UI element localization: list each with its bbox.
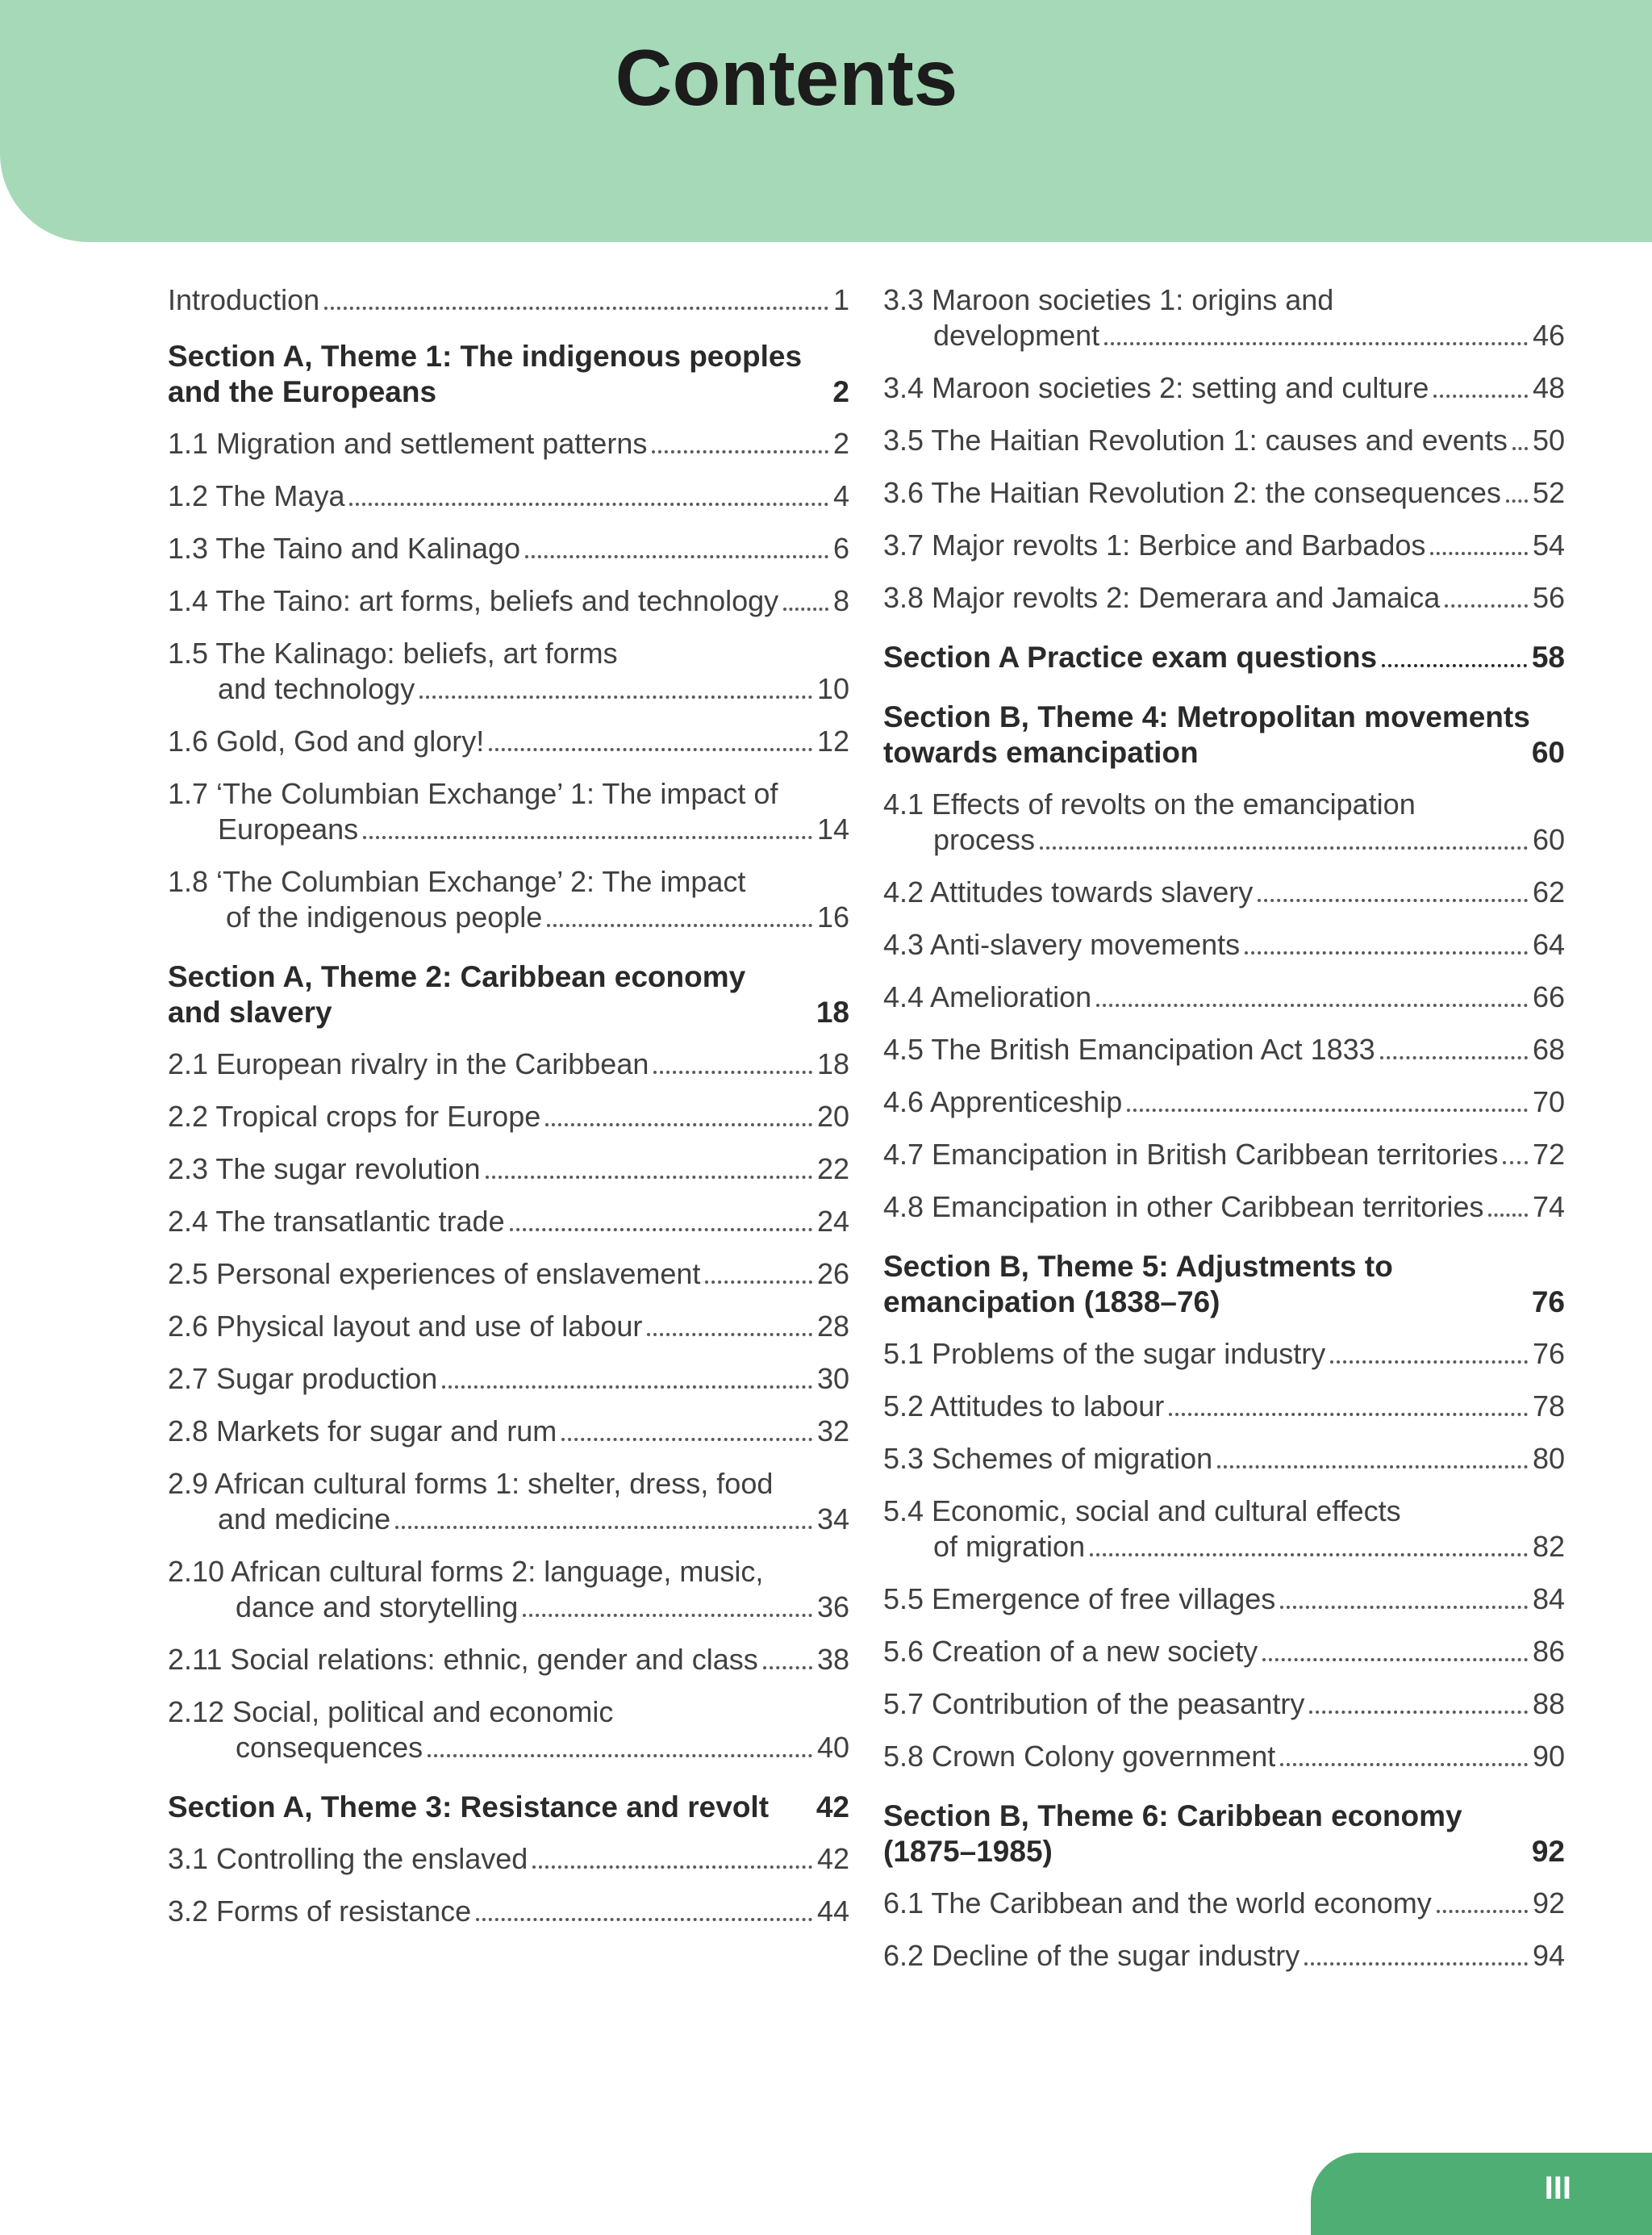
leader-dots (652, 450, 828, 453)
entry-page: 54 (1532, 528, 1565, 562)
entry-page: 14 (816, 813, 849, 846)
entry-page: 16 (816, 900, 849, 934)
leader-dots (489, 748, 812, 751)
toc-entry[interactable] (168, 1894, 849, 1929)
section-page: 92 (1531, 1835, 1565, 1868)
toc-entry[interactable] (168, 531, 849, 566)
entry-page: 20 (816, 1100, 849, 1133)
entry-page: 94 (1532, 1939, 1565, 1972)
leader-dots (476, 1918, 812, 1921)
leader-dots (1503, 1161, 1528, 1164)
entry-title-line2: consequences (236, 1731, 423, 1764)
entry-page: 38 (816, 1643, 849, 1676)
entry-title-line1: 1.7 ‘The Columbian Exchange’ 1: The impact of (168, 777, 778, 810)
section-page: 2 (832, 375, 849, 408)
section-heading[interactable] (883, 640, 1565, 675)
section-title-line2: and slavery (168, 996, 332, 1029)
leader-dots (525, 555, 828, 558)
entry-page: 32 (816, 1414, 849, 1448)
toc-entry[interactable] (168, 636, 849, 707)
entry-title: 2.6 Physical layout and use of labour (168, 1310, 643, 1343)
leader-dots (763, 1666, 812, 1669)
entry-page: 48 (1532, 371, 1565, 404)
leader-dots (1512, 447, 1528, 450)
entry-page: 62 (1532, 875, 1565, 909)
toc-entry[interactable] (883, 528, 1565, 563)
leader-dots (523, 1614, 812, 1617)
toc-entry[interactable] (883, 1441, 1565, 1477)
leader-dots (1262, 1658, 1528, 1661)
section-page: 58 (1531, 641, 1565, 674)
entry-title: 4.4 Amelioration (883, 980, 1092, 1013)
entry-title: Introduction (168, 283, 320, 316)
toc-entry[interactable] (168, 478, 849, 514)
section-title: Section A Practice exam questions (883, 641, 1378, 674)
entry-page: 90 (1532, 1740, 1565, 1773)
entry-page: 78 (1532, 1389, 1565, 1422)
entry-page: 36 (816, 1590, 849, 1623)
toc-entry[interactable] (883, 1634, 1565, 1669)
leader-dots (1104, 342, 1528, 345)
toc-entry[interactable] (168, 1309, 849, 1344)
entry-page: 74 (1532, 1190, 1565, 1223)
entry-title-line2: dance and storytelling (236, 1590, 519, 1623)
toc-entry[interactable] (168, 1466, 849, 1537)
entry-title: 2.8 Markets for sugar and rum (168, 1414, 557, 1448)
entry-page: 60 (1532, 823, 1565, 856)
toc-entry[interactable] (883, 1189, 1565, 1225)
leader-dots (1380, 1056, 1528, 1059)
entry-page: 44 (816, 1895, 849, 1928)
section-heading[interactable] (883, 1249, 1565, 1320)
entry-title-line1: 2.9 African cultural forms 1: shelter, dress, food (168, 1467, 774, 1500)
section-title-line1: Section B, Theme 4: Metropolitan movements (883, 700, 1530, 733)
toc-entry[interactable] (883, 475, 1565, 511)
leader-dots (1245, 951, 1528, 955)
toc-entry[interactable] (168, 724, 849, 759)
toc-entry[interactable] (168, 1361, 849, 1397)
leader-dots (442, 1385, 812, 1389)
toc-entry[interactable] (883, 787, 1565, 858)
entry-title: 1.1 Migration and settlement patterns (168, 427, 648, 460)
toc-entry[interactable] (883, 927, 1565, 963)
toc-entry[interactable] (168, 1841, 849, 1877)
entry-title: 3.6 The Haitian Revolution 2: the consequences (883, 476, 1501, 509)
entry-page: 18 (816, 1047, 849, 1080)
entry-page: 88 (1532, 1687, 1565, 1720)
entry-title: 4.7 Emancipation in British Caribbean territories (883, 1138, 1499, 1171)
entry-page: 8 (832, 584, 849, 617)
leader-dots (545, 1123, 812, 1126)
section-page: 60 (1531, 736, 1565, 769)
leader-dots (1309, 1711, 1528, 1714)
leader-dots (1169, 1413, 1528, 1416)
leader-dots (1304, 1962, 1528, 1966)
entry-title: 4.8 Emancipation in other Caribbean territories (883, 1190, 1484, 1223)
entry-title-line1: 3.3 Maroon societies 1: origins and (883, 283, 1334, 316)
leader-dots (1096, 1004, 1528, 1007)
entry-title: 6.1 The Caribbean and the world economy (883, 1886, 1432, 1920)
leader-dots (647, 1333, 812, 1336)
entry-title: 2.3 The sugar revolution (168, 1152, 481, 1185)
entry-title: 3.2 Forms of resistance (168, 1895, 472, 1928)
leader-dots (1437, 1910, 1528, 1913)
entry-page: 92 (1532, 1886, 1565, 1920)
leader-dots (1488, 1214, 1528, 1217)
toc-entry[interactable] (883, 1739, 1565, 1774)
entry-page: 84 (1532, 1582, 1565, 1615)
toc-entry[interactable] (883, 1686, 1565, 1722)
toc-entry[interactable] (883, 875, 1565, 910)
section-page: 76 (1531, 1285, 1565, 1318)
toc-entry[interactable] (883, 1137, 1565, 1172)
leader-dots (561, 1438, 812, 1441)
toc-entry[interactable] (168, 1694, 849, 1765)
toc-entry[interactable] (883, 1581, 1565, 1617)
entry-page: 46 (1532, 319, 1565, 352)
entry-page: 52 (1532, 476, 1565, 509)
entry-title-line1: 2.10 African cultural forms 2: language, music, (168, 1555, 764, 1588)
section-heading[interactable] (883, 1798, 1565, 1869)
entry-title: 3.1 Controlling the enslaved (168, 1842, 528, 1875)
entry-title: 2.2 Tropical crops for Europe (168, 1100, 541, 1133)
entry-page: 34 (816, 1502, 849, 1535)
leader-dots (395, 1526, 812, 1529)
entry-title: 5.2 Attitudes to labour (883, 1389, 1165, 1422)
leader-dots (653, 1071, 812, 1074)
leader-dots (1040, 846, 1528, 850)
section-title-line1: Section B, Theme 5: Adjustments to (883, 1250, 1393, 1283)
entry-title-line1: 4.1 Effects of revolts on the emancipation (883, 787, 1416, 821)
leader-dots (705, 1280, 812, 1284)
entry-page: 72 (1532, 1138, 1565, 1171)
entry-title: 3.4 Maroon societies 2: setting and culture (883, 371, 1429, 404)
leader-dots (419, 696, 812, 699)
entry-title-line2: of the indigenous people (226, 900, 543, 934)
entry-title-line1: 1.8 ‘The Columbian Exchange’ 2: The impact (168, 865, 746, 898)
toc-entry[interactable] (883, 423, 1565, 458)
entry-title: 4.6 Apprenticeship (883, 1085, 1123, 1118)
leader-dots (324, 307, 828, 310)
entry-page: 28 (816, 1310, 849, 1343)
page-number-tab (1311, 2153, 1652, 2235)
leader-dots (510, 1228, 812, 1231)
entry-page: 50 (1532, 424, 1565, 457)
page-title: Contents (615, 33, 958, 122)
leader-dots (1430, 552, 1528, 555)
entry-title-line2: and medicine (218, 1502, 391, 1535)
entry-page: 24 (816, 1205, 849, 1238)
entry-title: 5.7 Contribution of the peasantry (883, 1687, 1305, 1720)
entry-title: 3.7 Major revolts 1: Berbice and Barbados (883, 528, 1426, 562)
leader-dots (1433, 395, 1528, 398)
entry-title: 4.2 Attitudes towards slavery (883, 875, 1254, 909)
leader-dots (1445, 604, 1528, 608)
entry-page: 64 (1532, 928, 1565, 961)
leader-dots (1127, 1109, 1528, 1112)
entry-page: 68 (1532, 1033, 1565, 1066)
entry-title: 2.1 European rivalry in the Caribbean (168, 1047, 649, 1080)
entry-title: 1.4 The Taino: art forms, beliefs and technology (168, 584, 779, 617)
entry-page: 86 (1532, 1635, 1565, 1668)
entry-title: 3.8 Major revolts 2: Demerara and Jamaica (883, 581, 1441, 614)
entry-page: 10 (816, 672, 849, 705)
toc-entry[interactable] (883, 1493, 1565, 1564)
leader-dots (428, 1754, 812, 1757)
entry-title: 1.2 The Maya (168, 479, 345, 512)
section-title-line2: emancipation (1838–76) (883, 1285, 1220, 1318)
leader-dots (1330, 1360, 1528, 1364)
entry-page: 40 (816, 1731, 849, 1764)
entry-title-line1: 2.12 Social, political and economic (168, 1695, 614, 1728)
section-title-line1: Section A, Theme 2: Caribbean economy (168, 960, 746, 993)
toc-entry[interactable] (168, 1046, 849, 1082)
leader-dots (1382, 664, 1527, 667)
section-heading[interactable] (168, 339, 849, 410)
section-page: 42 (816, 1790, 849, 1824)
toc-entry[interactable] (883, 282, 1565, 353)
entry-page: 12 (816, 725, 849, 758)
entry-title: 4.5 The British Emancipation Act 1833 (883, 1033, 1375, 1066)
leader-dots (349, 503, 828, 506)
entry-title: 2.7 Sugar production (168, 1362, 438, 1395)
toc-entry[interactable] (883, 1389, 1565, 1424)
toc-entry[interactable] (168, 426, 849, 462)
entry-title-line1: 5.4 Economic, social and cultural effects (883, 1494, 1401, 1527)
entry-page: 6 (832, 532, 849, 565)
entry-title-line1: 1.5 The Kalinago: beliefs, art forms (168, 637, 618, 670)
section-title-line1: Section B, Theme 6: Caribbean economy (883, 1799, 1462, 1832)
leader-dots (486, 1176, 812, 1179)
toc-entry[interactable] (168, 1151, 849, 1187)
leader-dots (1280, 1606, 1528, 1609)
entry-title: 2.11 Social relations: ethnic, gender and class (168, 1643, 758, 1676)
toc-entry[interactable] (883, 1938, 1565, 1974)
entry-page: 80 (1532, 1442, 1565, 1475)
toc-entry[interactable] (883, 580, 1565, 616)
toc-entry[interactable] (168, 864, 849, 935)
toc-entry[interactable] (883, 1336, 1565, 1372)
toc-entry[interactable] (883, 370, 1565, 406)
toc-entry[interactable] (168, 282, 849, 318)
section-heading[interactable] (168, 1790, 849, 1825)
section-title-line2: and the Europeans (168, 375, 437, 408)
entry-title: 5.6 Creation of a new society (883, 1635, 1258, 1668)
entry-page: 26 (816, 1257, 849, 1290)
entry-page: 4 (832, 479, 849, 512)
toc-right-column (883, 282, 1565, 1974)
entry-title: 5.5 Emergence of free villages (883, 1582, 1276, 1615)
leader-dots (1280, 1763, 1528, 1766)
section-page: 18 (816, 996, 849, 1029)
entry-title-line2: development (933, 319, 1100, 352)
entry-title: 6.2 Decline of the sugar industry (883, 1939, 1300, 1972)
entry-title: 5.3 Schemes of migration (883, 1442, 1213, 1475)
toc-entry[interactable] (168, 583, 849, 619)
entry-title-line2: Europeans (218, 813, 359, 846)
entry-page: 82 (1532, 1530, 1565, 1563)
toc-entry[interactable] (883, 980, 1565, 1015)
entry-title: 5.8 Crown Colony government (883, 1740, 1276, 1773)
section-heading[interactable] (883, 700, 1565, 771)
toc-entry[interactable] (883, 1032, 1565, 1067)
entry-title-line2: process (933, 823, 1036, 856)
entry-page: 56 (1532, 581, 1565, 614)
section-title-line1: Section A, Theme 1: The indigenous peoples (168, 340, 803, 373)
toc-entry[interactable] (883, 1886, 1565, 1921)
entry-page: 22 (816, 1152, 849, 1185)
leader-dots (1217, 1465, 1528, 1468)
toc-entry[interactable] (168, 1256, 849, 1292)
section-heading[interactable] (168, 959, 849, 1030)
entry-title: 4.3 Anti-slavery movements (883, 928, 1241, 961)
section-title-line2: towards emancipation (883, 736, 1199, 769)
toc-entry[interactable] (168, 1642, 849, 1677)
entry-title: 2.4 The transatlantic trade (168, 1205, 505, 1238)
toc-entry[interactable] (168, 1204, 849, 1239)
entry-page: 30 (816, 1362, 849, 1395)
entry-page: 2 (832, 427, 849, 460)
page-number: III (1544, 2170, 1571, 2206)
entry-title: 5.1 Problems of the sugar industry (883, 1337, 1326, 1370)
toc-left-column (168, 282, 849, 1929)
toc-entry[interactable] (168, 776, 849, 847)
entry-page: 66 (1532, 980, 1565, 1013)
leader-dots (363, 836, 812, 839)
toc-entry[interactable] (168, 1554, 849, 1625)
section-title: Section A, Theme 3: Resistance and revolt (168, 1790, 770, 1824)
entry-title-line2: of migration (933, 1530, 1086, 1563)
entry-title-line2: and technology (218, 672, 415, 705)
leader-dots (783, 608, 828, 611)
entry-page: 70 (1532, 1085, 1565, 1118)
toc-entry[interactable] (168, 1099, 849, 1134)
leader-dots (1506, 499, 1528, 503)
entry-title: 2.5 Personal experiences of enslavement (168, 1257, 701, 1290)
leader-dots (532, 1865, 812, 1869)
entry-page: 1 (832, 283, 849, 316)
entry-title: 1.3 The Taino and Kalinago (168, 532, 521, 565)
entry-title: 1.6 Gold, God and glory! (168, 725, 485, 758)
leader-dots (1090, 1553, 1528, 1556)
leader-dots (1258, 899, 1528, 902)
entry-title: 3.5 The Haitian Revolution 1: causes and events (883, 424, 1508, 457)
entry-page: 42 (816, 1842, 849, 1875)
section-title-line2: (1875–1985) (883, 1835, 1053, 1868)
toc-entry[interactable] (168, 1414, 849, 1449)
toc-entry[interactable] (883, 1084, 1565, 1120)
entry-page: 76 (1532, 1337, 1565, 1370)
leader-dots (547, 924, 812, 927)
